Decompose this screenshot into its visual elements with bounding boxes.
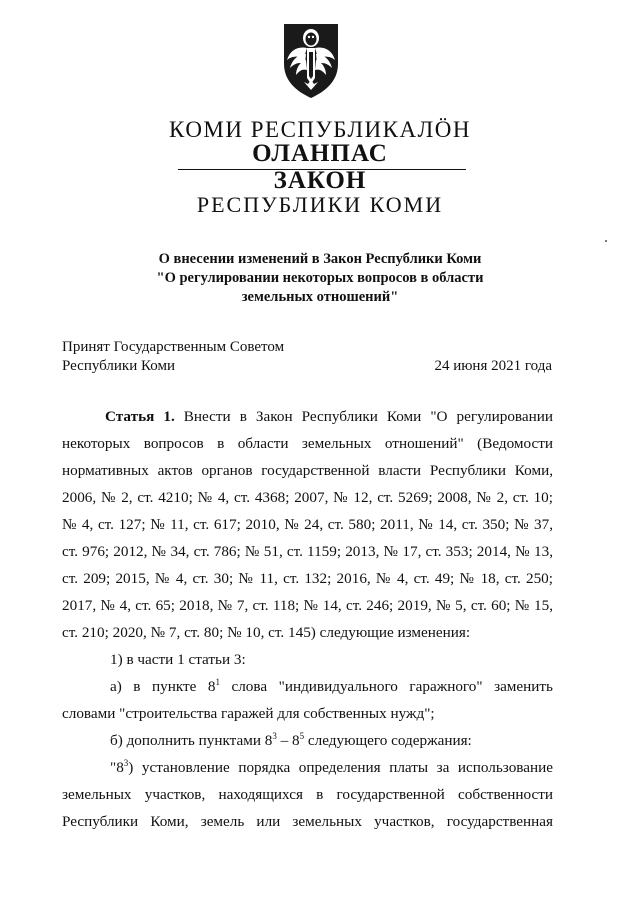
adoption-line-2: Республики Коми bbox=[62, 358, 175, 374]
komi-coat-of-arms-icon bbox=[280, 18, 342, 100]
item-b bbox=[110, 731, 601, 751]
law-title-line-2: "О регулировании некоторых вопросов в области bbox=[156, 270, 484, 286]
law-title-line-3: земельных отношений" bbox=[241, 289, 399, 305]
item-1: 1) в части 1 статьи 3: bbox=[110, 651, 246, 668]
quote-line-3: Республики Коми, земель или земельных участков, государственная bbox=[62, 813, 553, 830]
body-line: нормативных актов органов государственной власти Республики Коми, bbox=[62, 462, 553, 479]
header-republic: РЕСПУБЛИКИ КОМИ bbox=[196, 192, 444, 217]
body-line: № 4, ст. 127; № 11, ст. 617; 2010, № 24, ст. 580; 2011, № 14, ст. 350; № 37, bbox=[62, 516, 553, 533]
law-title bbox=[0, 250, 640, 307]
body-line: 2006, № 2, ст. 4210; № 4, ст. 4368; 2007, № 12, ст. 5269; 2008, № 2, ст. 10; bbox=[62, 489, 553, 506]
item-a-prefix: а) в пункте 8 bbox=[110, 678, 216, 695]
adoption-date: 24 июня 2021 года bbox=[434, 358, 552, 374]
body-line: некоторых вопросов в области земельных отношений" (Ведомости bbox=[62, 435, 553, 452]
item-b-prefix: б) дополнить пунктами 8 bbox=[110, 732, 273, 749]
quote-line-2: земельных участков, находящихся в государственной собственности bbox=[62, 786, 553, 803]
article-label: Статья 1. bbox=[105, 408, 175, 425]
quote-sup: 3 bbox=[123, 758, 129, 768]
item-a-sup: 1 bbox=[215, 677, 220, 687]
body-line: 2017, № 4, ст. 65; 2018, № 7, ст. 118; № 14, ст. 246; 2019, № 5, ст. 60; № 15, bbox=[62, 597, 553, 614]
adoption-info bbox=[62, 338, 284, 376]
scan-speck bbox=[605, 240, 607, 242]
item-b-dash: – 8 bbox=[276, 732, 300, 749]
body-line: ст. 210; 2020, № 7, ст. 80; № 10, ст. 145) следующие изменения: bbox=[62, 624, 471, 641]
item-b-sup-2: 5 bbox=[299, 731, 305, 741]
body-line: ст. 976; 2012, № 34, ст. 786; № 51, ст. 1159; 2013, № 17, ст. 353; 2014, № 13, bbox=[62, 543, 553, 560]
article-text: Внести в Закон Республики Коми "О регулировании bbox=[183, 408, 554, 425]
item-a-line-1 bbox=[110, 677, 553, 697]
item-b-sup-1: 3 bbox=[272, 731, 277, 741]
quote-line-1 bbox=[110, 758, 553, 778]
article-1-first-line bbox=[105, 407, 553, 427]
adoption-line-1: Принят Государственным Советом bbox=[62, 339, 285, 355]
header-zakon: ЗАКОН bbox=[273, 167, 367, 194]
item-a-line-2: словами "строительства гаражей для собственных нужд"; bbox=[62, 705, 435, 722]
body-line: ст. 209; 2015, № 4, ст. 30; № 11, ст. 132; 2016, № 4, ст. 49; № 18, ст. 250; bbox=[62, 570, 553, 587]
quote-text: ) установление порядка определения платы за использование bbox=[128, 759, 553, 776]
law-title-line-1: О внесении изменений в Закон Республики Коми bbox=[158, 251, 482, 267]
header-olanpas: ОЛАНПАС bbox=[252, 140, 388, 167]
quote-prefix: "8 bbox=[110, 759, 124, 776]
item-a-text: слова "индивидуального гаражного" заменить bbox=[219, 678, 553, 695]
header-komi-line: КОМИ РЕСПУБЛИКАЛӦН bbox=[169, 117, 471, 142]
item-b-text: следующего содержания: bbox=[304, 732, 472, 749]
